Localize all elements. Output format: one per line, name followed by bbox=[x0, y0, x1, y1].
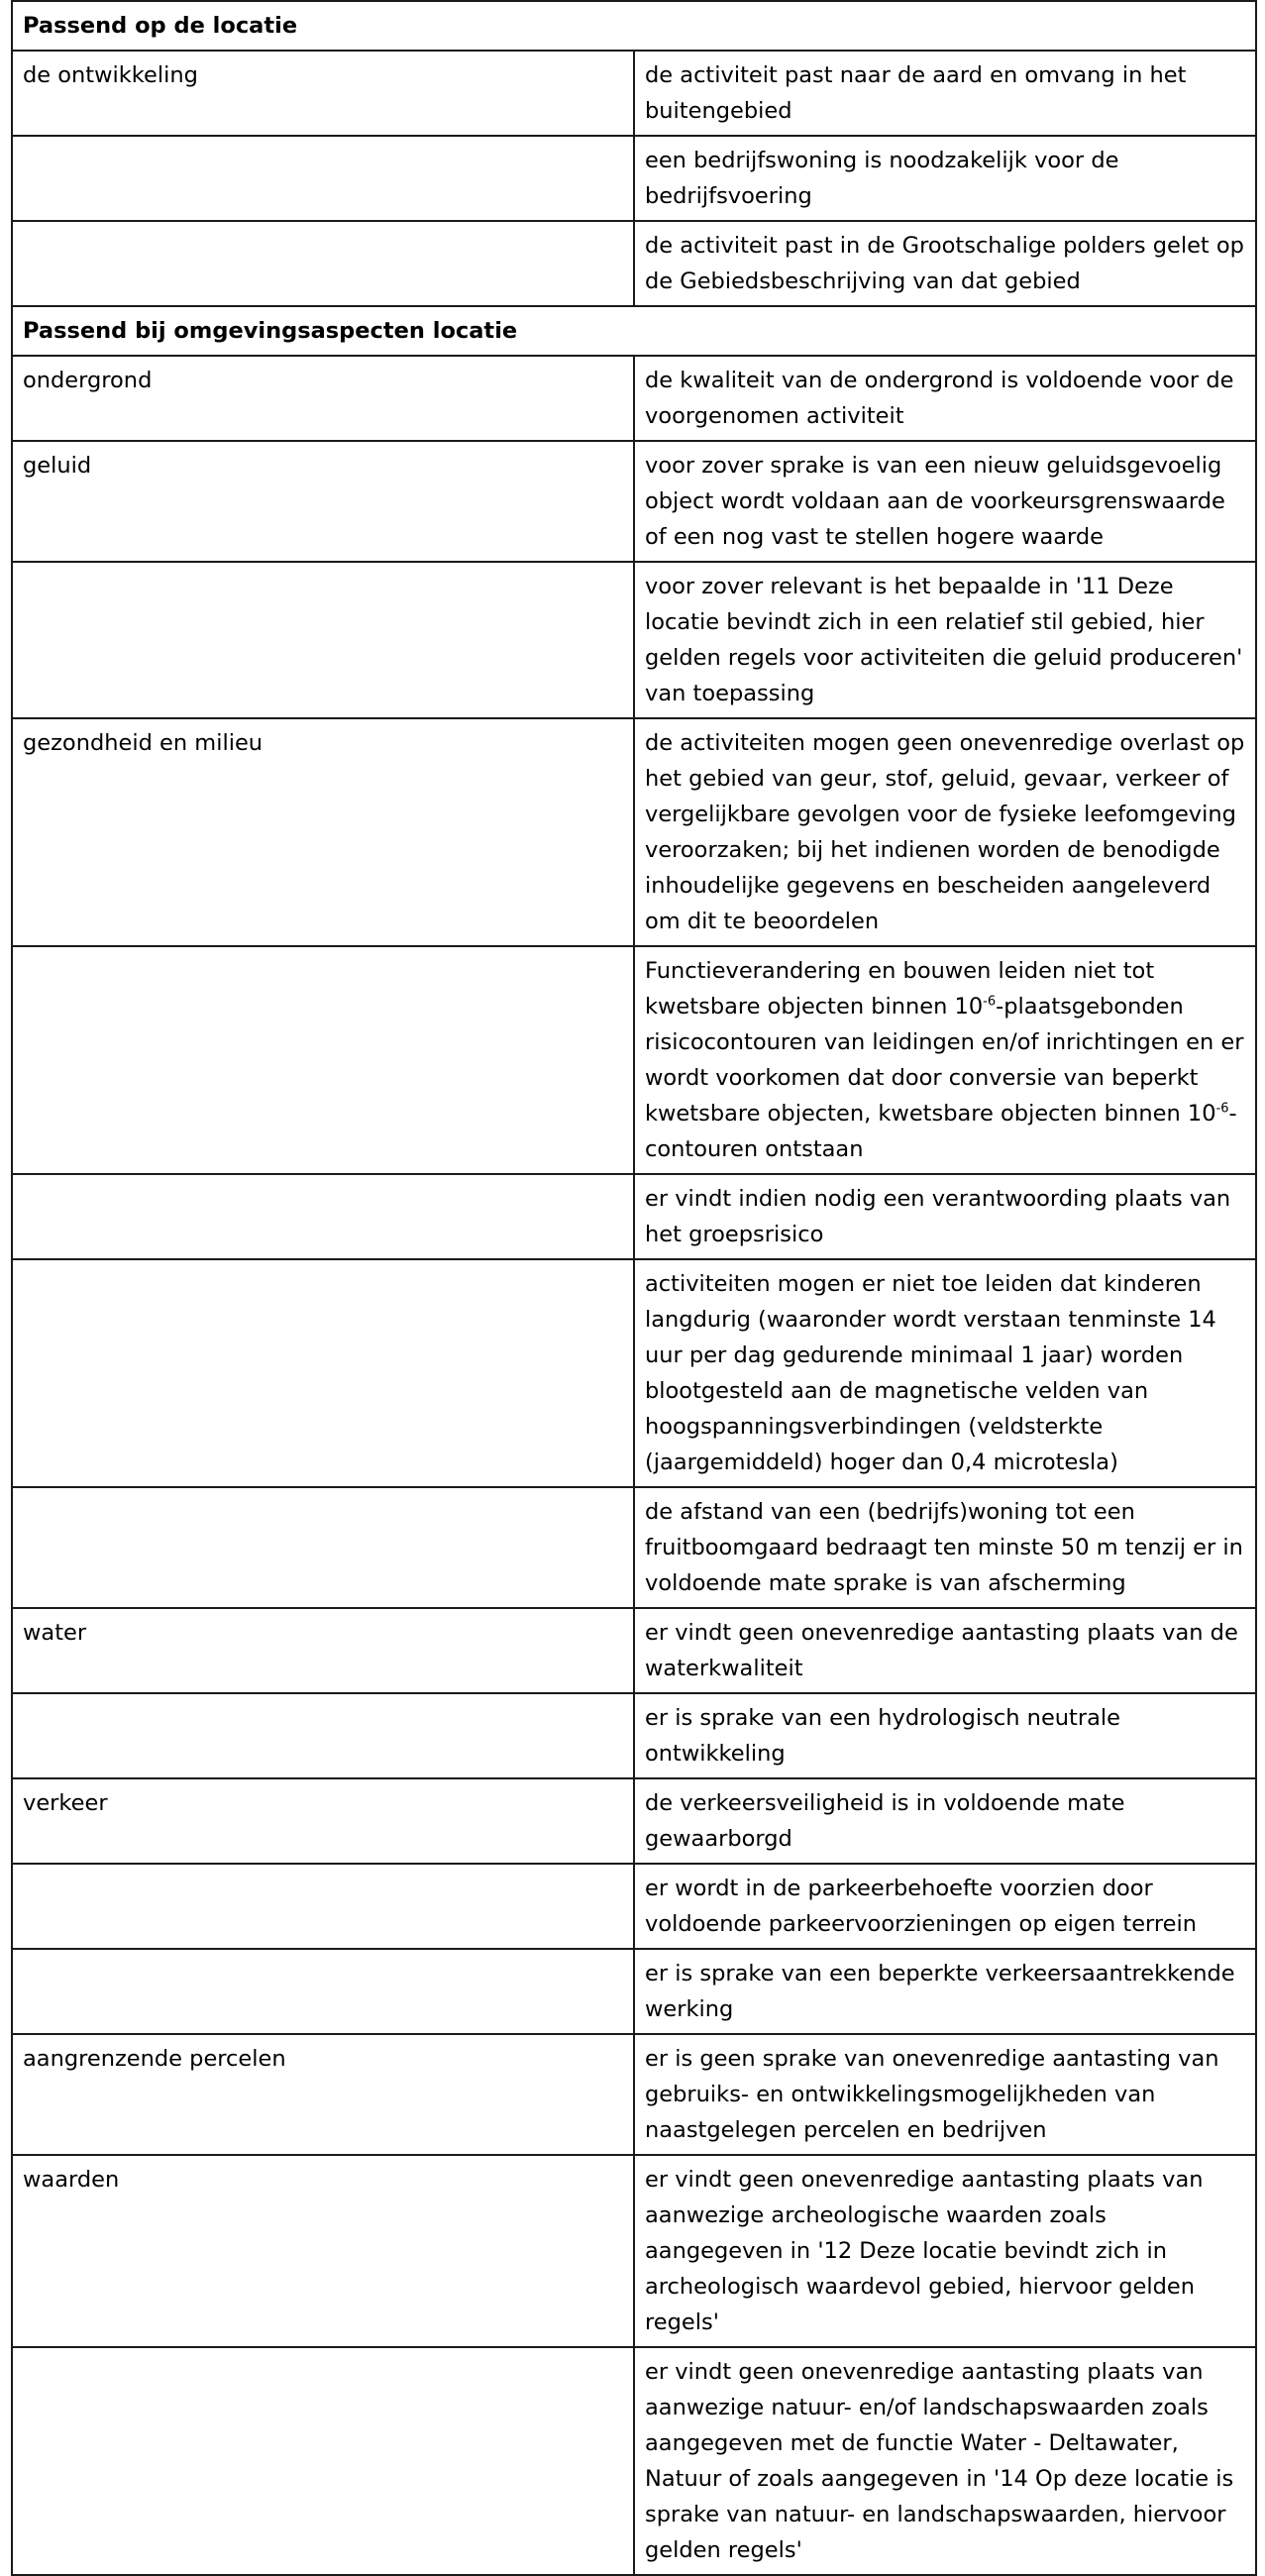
aspect-label bbox=[12, 136, 634, 221]
aspect-label bbox=[12, 2347, 634, 2575]
aspect-label bbox=[12, 1693, 634, 1778]
table-row bbox=[12, 1778, 1256, 1864]
aspect-label bbox=[12, 221, 634, 306]
aspect-label: gezondheid en milieu bbox=[12, 718, 634, 946]
criterion-text: er vindt geen onevenredige aantasting plaats van de waterkwaliteit bbox=[634, 1608, 1256, 1693]
aspect-label: waarden bbox=[12, 2155, 634, 2347]
table-row bbox=[12, 1693, 1256, 1778]
criterion-text: er vindt geen onevenredige aantasting plaats van aanwezige archeologische waarden zoals aangegeven in '12 Deze locatie bevindt zich in archeologisch waardevol gebied, hiervoor gelden regels' bbox=[634, 2155, 1256, 2347]
criterion-text: de afstand van een (bedrijfs)woning tot een fruitboomgaard bedraagt ten minste 50 m tenzij er in voldoende mate sprake is van afscherming bbox=[634, 1487, 1256, 1608]
criterion-text-part: -plaatsgebonden risicocontouren van leidingen en/of inrichtingen en er wordt voorkomen dat door conversie van beperkt kwetsbare objecten, kwetsbare objecten binnen 10 bbox=[645, 994, 1244, 1127]
table-row bbox=[12, 562, 1256, 718]
criterion-text-part: Functieverandering en bouwen leiden niet tot kwetsbare objecten binnen 10 bbox=[645, 958, 1155, 1020]
aspect-label: aangrenzende percelen bbox=[12, 2034, 634, 2155]
criterion-text bbox=[634, 946, 1256, 1174]
section-heading-row bbox=[12, 1, 1256, 51]
criterion-text: activiteiten mogen er niet toe leiden dat kinderen langdurig (waaronder wordt verstaan tenminste 14 uur per dag gedurende minimaal 1 jaar) worden blootgesteld aan de magnetische velden van hoogspanningsverbindingen (veldsterkte (jaargemiddeld) hoger dan 0,4 microtesla) bbox=[634, 1259, 1256, 1487]
table-row bbox=[12, 946, 1256, 1174]
table-row bbox=[12, 221, 1256, 306]
aspect-label bbox=[12, 562, 634, 718]
aspect-label: ondergrond bbox=[12, 356, 634, 441]
aspect-label bbox=[12, 1864, 634, 1949]
table-row bbox=[12, 1487, 1256, 1608]
table-row bbox=[12, 2155, 1256, 2347]
criterion-text: er vindt geen onevenredige aantasting plaats van aanwezige natuur- en/of landschapswaarden zoals aangegeven met de functie Water - Deltawater, Natuur of zoals aangegeven in '14 Op deze locatie is sprake van natuur- en landschapswaarden, hiervoor gelden regels' bbox=[634, 2347, 1256, 2575]
criterion-text: de activiteit past naar de aard en omvang in het buitengebied bbox=[634, 51, 1256, 136]
aspect-label bbox=[12, 1174, 634, 1259]
aspect-label: water bbox=[12, 1608, 634, 1693]
table-row bbox=[12, 1949, 1256, 2034]
aspect-label bbox=[12, 1487, 634, 1608]
criterion-text: voor zover relevant is het bepaalde in '11 Deze locatie bevindt zich in een relatief stil gebied, hier gelden regels voor activiteiten die geluid produceren' van toepassing bbox=[634, 562, 1256, 718]
section-heading-row bbox=[12, 306, 1256, 356]
criterion-text: de kwaliteit van de ondergrond is voldoende voor de voorgenomen activiteit bbox=[634, 356, 1256, 441]
criterion-text: de activiteit past in de Grootschalige polders gelet op de Gebiedsbeschrijving van dat gebied bbox=[634, 221, 1256, 306]
criteria-document bbox=[11, 0, 1257, 2576]
table-row bbox=[12, 718, 1256, 946]
criterion-text: de activiteiten mogen geen onevenredige overlast op het gebied van geur, stof, geluid, gevaar, verkeer of vergelijkbare gevolgen voor de fysieke leefomgeving veroorzaken; bij het indienen worden de benodigde inhoudelijke gegevens en bescheiden aangeleverd om dit te beoordelen bbox=[634, 718, 1256, 946]
criterion-text: de verkeersveiligheid is in voldoende mate gewaarborgd bbox=[634, 1778, 1256, 1864]
table-row bbox=[12, 51, 1256, 136]
criterion-text: voor zover sprake is van een nieuw geluidsgevoelig object wordt voldaan aan de voorkeursgrenswaarde of een nog vast te stellen hogere waarde bbox=[634, 441, 1256, 562]
aspect-label bbox=[12, 1949, 634, 2034]
table-row bbox=[12, 136, 1256, 221]
aspect-label: verkeer bbox=[12, 1778, 634, 1864]
table-row bbox=[12, 1864, 1256, 1949]
table-row bbox=[12, 1259, 1256, 1487]
section-heading: Passend op de locatie bbox=[12, 1, 1256, 51]
table-row bbox=[12, 441, 1256, 562]
criterion-text-part: -contouren ontstaan bbox=[645, 1101, 1237, 1162]
aspect-label bbox=[12, 946, 634, 1174]
table-row bbox=[12, 356, 1256, 441]
table-row bbox=[12, 1174, 1256, 1259]
criteria-table bbox=[11, 0, 1257, 2576]
criterion-text: er is sprake van een beperkte verkeersaantrekkende werking bbox=[634, 1949, 1256, 2034]
table-row bbox=[12, 1608, 1256, 1693]
criterion-text: er is geen sprake van onevenredige aantasting van gebruiks- en ontwikkelingsmogelijkheden van naastgelegen percelen en bedrijven bbox=[634, 2034, 1256, 2155]
criterion-text: er is sprake van een hydrologisch neutrale ontwikkeling bbox=[634, 1693, 1256, 1778]
section-heading: Passend bij omgevingsaspecten locatie bbox=[12, 306, 1256, 356]
criterion-text: er wordt in de parkeerbehoefte voorzien door voldoende parkeervoorzieningen op eigen terrein bbox=[634, 1864, 1256, 1949]
table-row bbox=[12, 2034, 1256, 2155]
exponent: -6 bbox=[983, 994, 997, 1010]
criterion-text: er vindt indien nodig een verantwoording plaats van het groepsrisico bbox=[634, 1174, 1256, 1259]
table-row bbox=[12, 2347, 1256, 2575]
criterion-text: een bedrijfswoning is noodzakelijk voor de bedrijfsvoering bbox=[634, 136, 1256, 221]
aspect-label: de ontwikkeling bbox=[12, 51, 634, 136]
aspect-label bbox=[12, 1259, 634, 1487]
aspect-label: geluid bbox=[12, 441, 634, 562]
exponent: -6 bbox=[1215, 1101, 1229, 1117]
